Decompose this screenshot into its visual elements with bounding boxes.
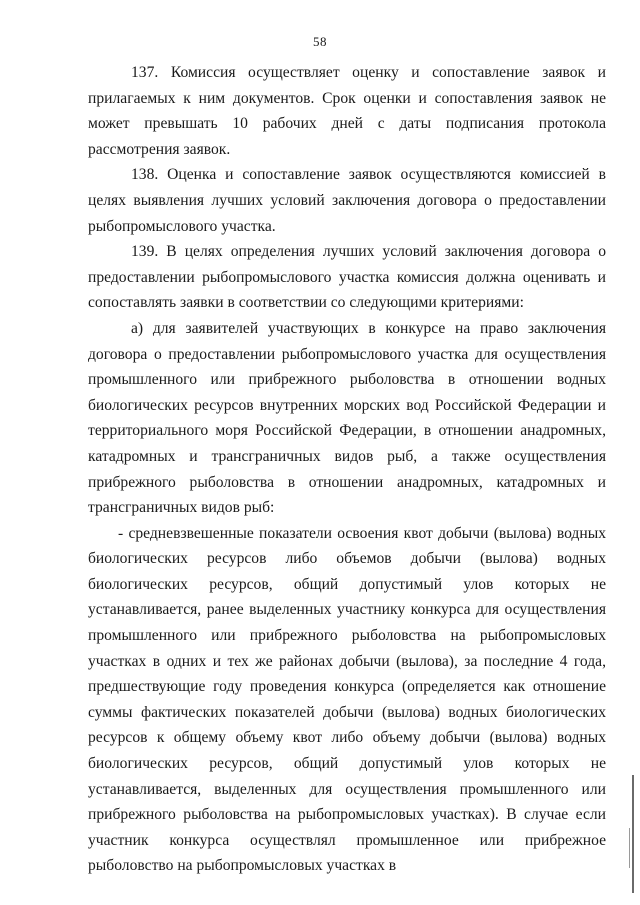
document-body [88,60,606,879]
paragraph-138: 138. Оценка и сопоставление заявок осуществляются комиссией в целях выявления лучших условий заключения договора о предоставлении рыбопромыслового участка. [88,166,606,235]
paragraph-137: 137. Комиссия осуществляет оценку и сопоставление заявок и прилагаемых к ним документов. Срок оценки и сопоставления заявок не может превышать 10 рабочих дней с даты подписания протокола рассмотрения заявок. [88,64,606,158]
paragraph-139: 139. В целях определения лучших условий заключения договора о предоставлении рыбопромыслового участка комиссия должна оценивать и сопоставлять заявки в соответствии со следующими критериями: [88,243,606,312]
scan-edge-mark [632,775,634,893]
paragraph-item-a: а) для заявителей участвующих в конкурсе на право заключения договора о предоставлении рыбопромыслового участка для осуществления промышленного или прибрежного рыболовства в отношении водных биологических ресурсов внутренних морских вод Российской Федерации и территориального моря Российской Федерации, в отношении анадромных, катадромных и трансграничных видов рыб, а также осуществления прибрежного рыболовства в отношении анадромных, катадромных и трансграничных видов рыб: [88,319,606,517]
page-number: 58 [313,34,327,49]
scan-edge-mark-secondary [629,828,630,868]
paragraph-dash-criterion: - средневзвешенные показатели освоения квот добычи (вылова) водных биологических ресурсов либо объемов добычи (вылова) водных биологических ресурсов, общий допустимый улов которых не устанавливается, ранее выделенных участнику конкурса для осуществления промышленного или прибрежного рыболовства на рыбопромысловых участках в одних и тех же районах добычи (вылова), за последние 4 года, предшествующие году проведения конкурса (определяется как отношение суммы фактических показателей добычи (вылова) водных биологических ресурсов к общему объему квот либо объему добычи (вылова) водных биологических ресурсов, общий допустимый улов которых не устанавливается, выделенных для осуществления промышленного или прибрежного рыболовства на рыбопромысловых участках). В случае если участник конкурса осуществлял промышленное или прибрежное рыболовство на рыбопромысловых участках в [88,524,606,875]
